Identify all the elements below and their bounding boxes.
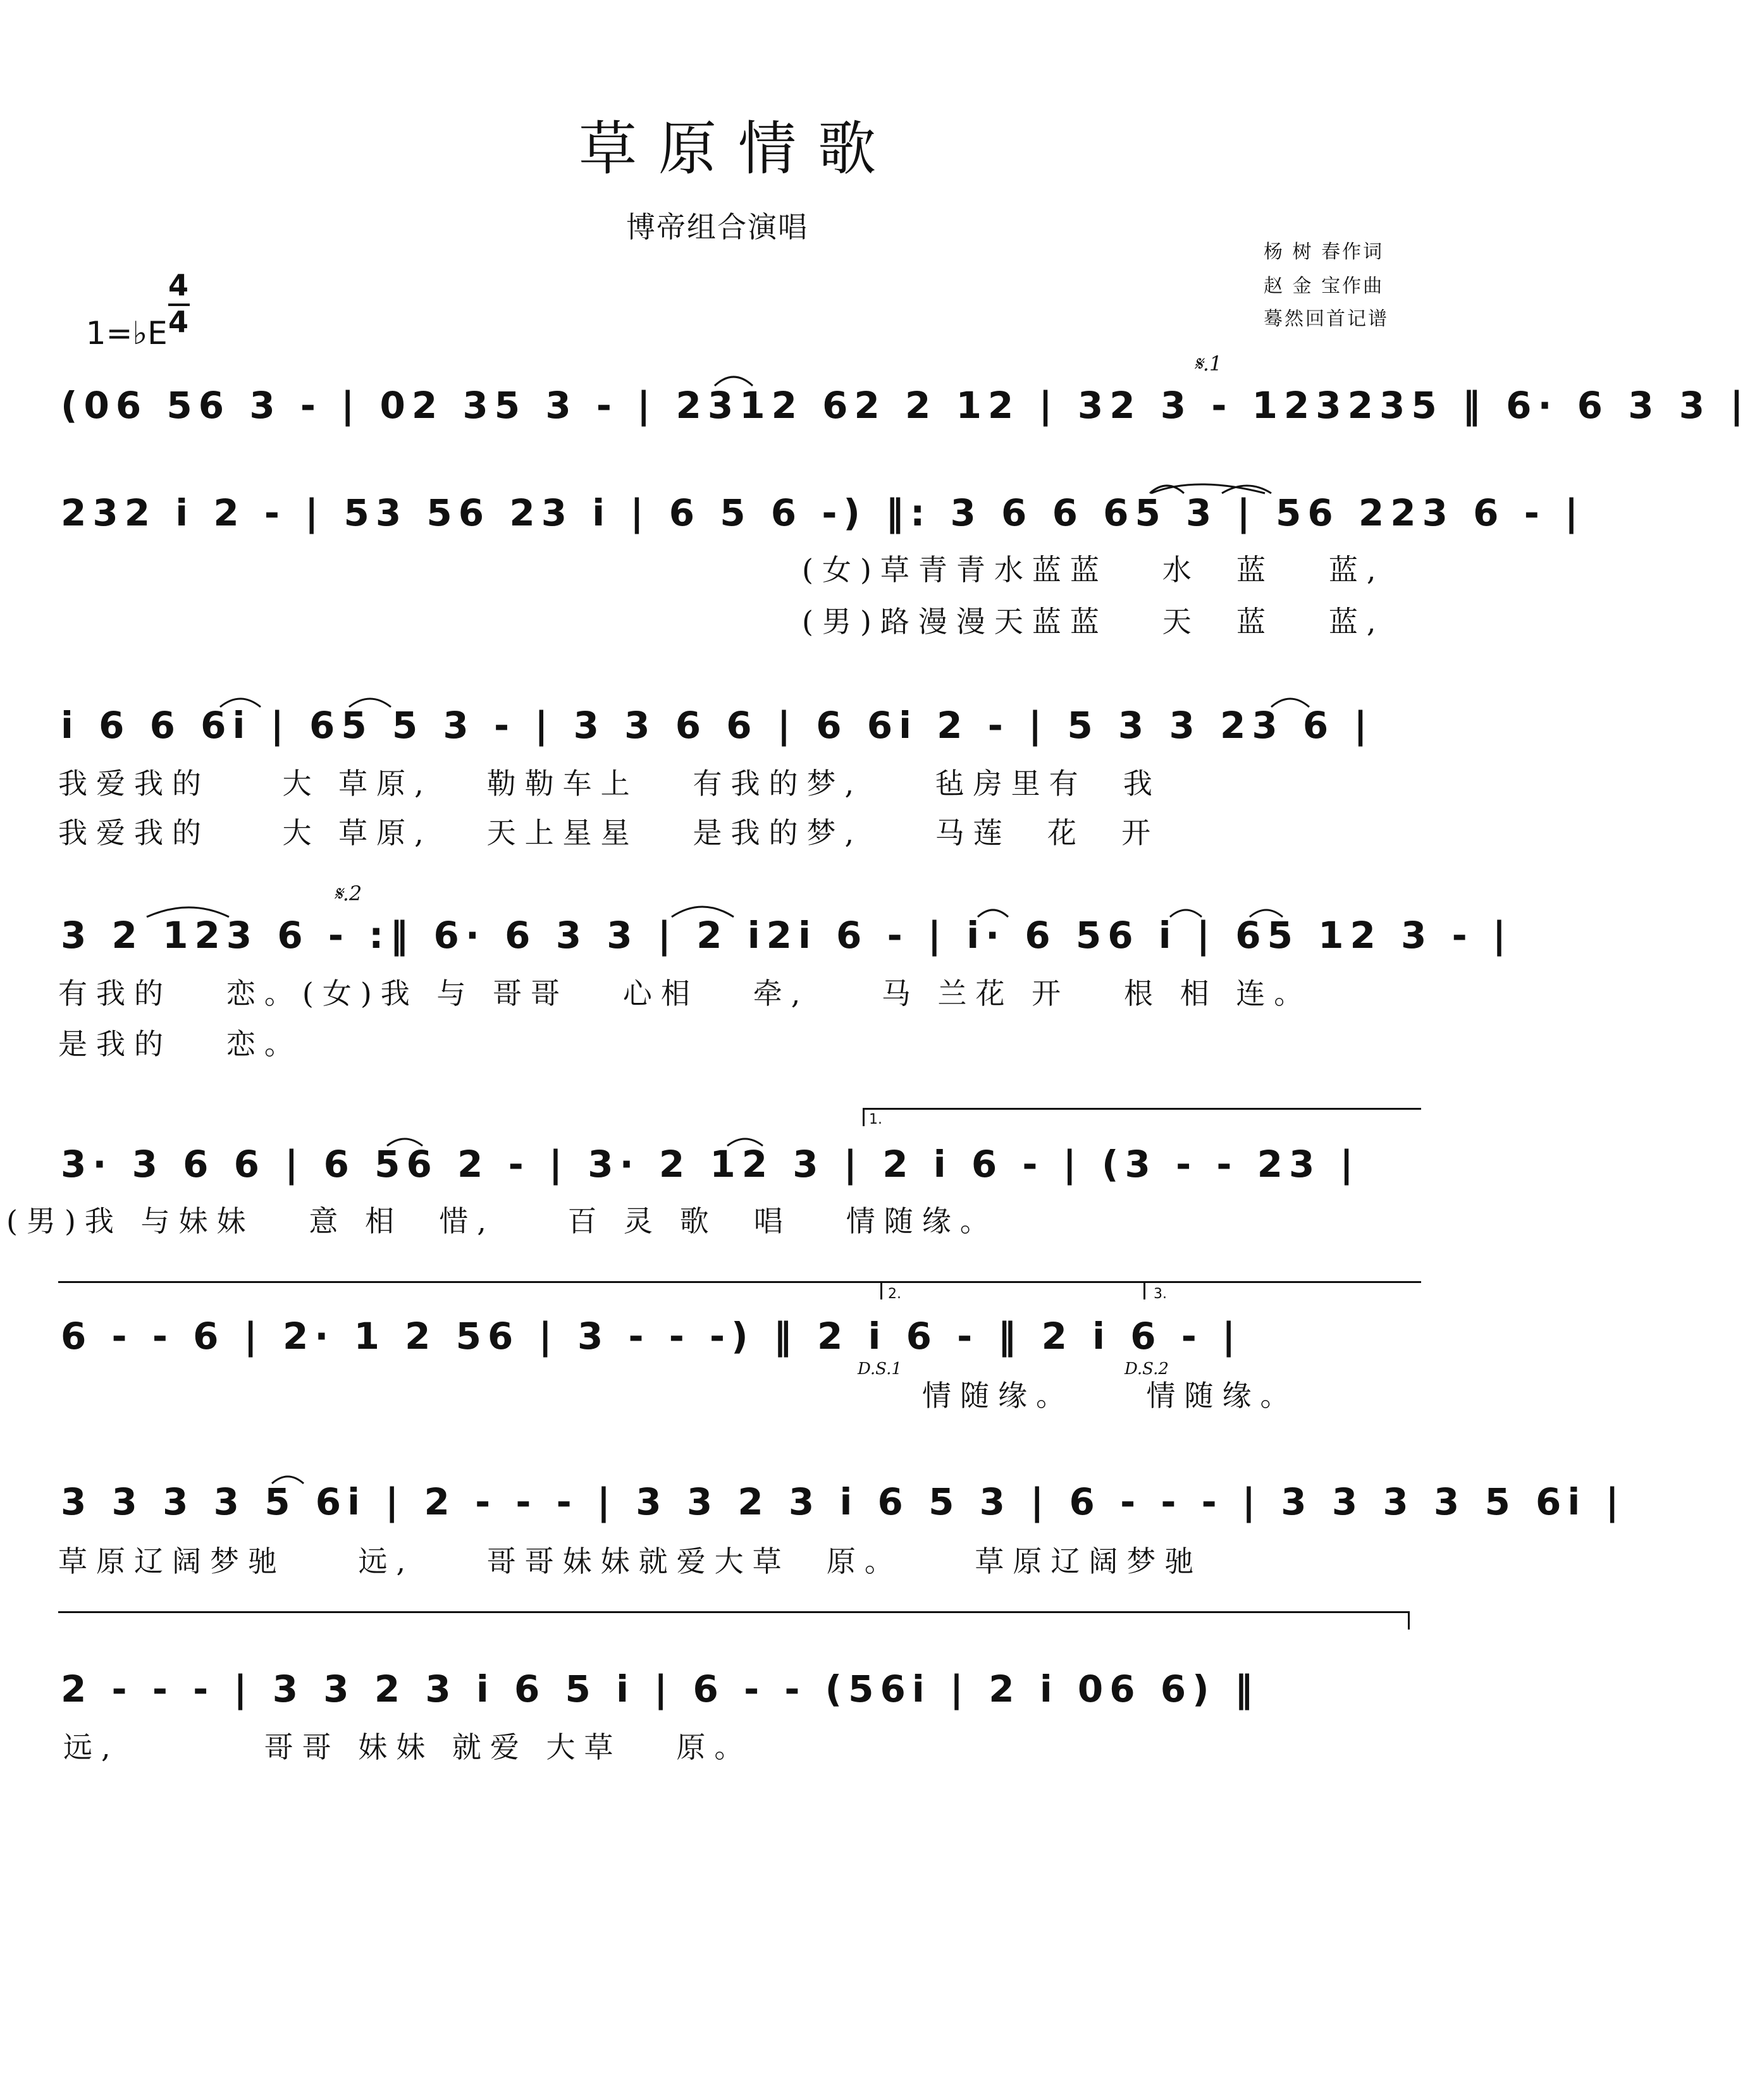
slur-11: [1170, 910, 1202, 917]
stave-7-notes: 3 3 3 3 5 6i | 2 - - - | 3 3 2 3 i 6 5 3 | 6 - - - | 3 3 3 3 5 6i |: [61, 1480, 1625, 1523]
slur-12: [1250, 910, 1283, 917]
composer-credit: 赵 金 宝作曲: [1264, 275, 1384, 297]
stave-6-notes: 6 - - 6 | 2· 1 2 56 | 3 - - -) ‖ 2 i 6 - ‖ 2 i 6 - |: [61, 1315, 1242, 1358]
time-signature-top: 4: [168, 268, 188, 302]
slur-1: [715, 377, 753, 386]
time-signature-bottom: 4: [168, 305, 188, 339]
slur-15: [272, 1477, 304, 1483]
volta-1-number: 1.: [869, 1112, 882, 1127]
lyricist-credit: 杨 树 春作词: [1264, 241, 1384, 263]
slur-6: [349, 699, 391, 707]
stave-2-lyric-female: (女)草青青水蓝蓝 水 蓝 蓝,: [802, 553, 1385, 587]
performer-subtitle: 博帝组合演唱: [626, 210, 808, 244]
slur-10: [978, 910, 1008, 917]
ds-2-mark: D.S.2: [1125, 1360, 1169, 1379]
stave-1-notes: (06 56 3 - | 02 35 3 - | 2312 62 2 12 | 32 3 - 123235 ‖ 6· 6 3 3 |: [61, 384, 1750, 427]
stave-3-lyric-1: 我爱我的 大 草原, 勒勒车上 有我的梦, 毡房里有 我: [58, 766, 1161, 801]
stave-8-notes: 2 - - - | 3 3 2 3 i 6 5 i | 6 - - (56i | 2 i 06 6) ‖: [61, 1667, 1259, 1710]
stave-5-notes: 3· 3 6 6 | 6 56 2 - | 3· 2 12 3 | 2 i 6 - | (3 - - 23 |: [61, 1143, 1360, 1186]
volta-3-number: 3.: [1154, 1286, 1167, 1302]
stave-8-lyric: 远, 哥哥 妹妹 就爱 大草 原。: [63, 1730, 753, 1764]
slur-5: [220, 699, 261, 707]
volta-2-number: 2.: [888, 1286, 901, 1302]
segno-1: 𝄋.1: [1194, 352, 1223, 376]
stave-3-lyric-2: 我爱我的 大 草原, 天上星星 是我的梦, 马莲 花 开: [58, 816, 1160, 850]
stave-2-lyric-male: (男)路漫漫天蓝蓝 天 蓝 蓝,: [802, 605, 1385, 639]
stave-5-lyric: (男)我 与妹妹 意 相 惜, 百 灵 歌 唱 情随缘。: [6, 1204, 998, 1238]
slur-13: [387, 1139, 422, 1146]
stave-2-notes: 232 i 2 - | 53 56 23 i | 6 5 6 -) ‖: 3 6 6 65 3 | 56 223 6 - |: [61, 491, 1585, 534]
stave-4-lyric-2: 是我的 恋。: [58, 1027, 302, 1061]
slur-14: [727, 1139, 763, 1146]
segno-2: 𝄋.2: [334, 881, 362, 906]
slur-9: [672, 907, 734, 917]
transcriber-credit: 蓦然回首记谱: [1264, 308, 1389, 330]
stave-4-lyric-1: 有我的 恋。(女)我 与 哥哥 心相 牵, 马 兰花 开 根 相 连。: [58, 976, 1312, 1010]
stave-4-notes: 3 2 123 6 - :‖ 6· 6 3 3 | 2 i2i 6 - | i· 6 56 i | 65 12 3 - |: [61, 914, 1513, 957]
key-text: 1=♭E: [85, 315, 168, 352]
ds-1-mark: D.S.1: [858, 1360, 902, 1379]
stave-6-lyric: 情随缘。 情随缘。: [922, 1379, 1298, 1413]
slur-8: [147, 907, 229, 917]
page-title: 草原情歌: [579, 115, 898, 183]
slur-7: [1271, 699, 1309, 707]
stave-3-notes: i 6 6 6i | 65 5 3 - | 3 3 6 6 | 6 6i 2 - | 5 3 3 23 6 |: [61, 704, 1374, 747]
stave-7-lyric: 草原辽阔梦驰 远, 哥哥妹妹就爱大草 原。 草原辽阔梦驰: [58, 1544, 1203, 1578]
